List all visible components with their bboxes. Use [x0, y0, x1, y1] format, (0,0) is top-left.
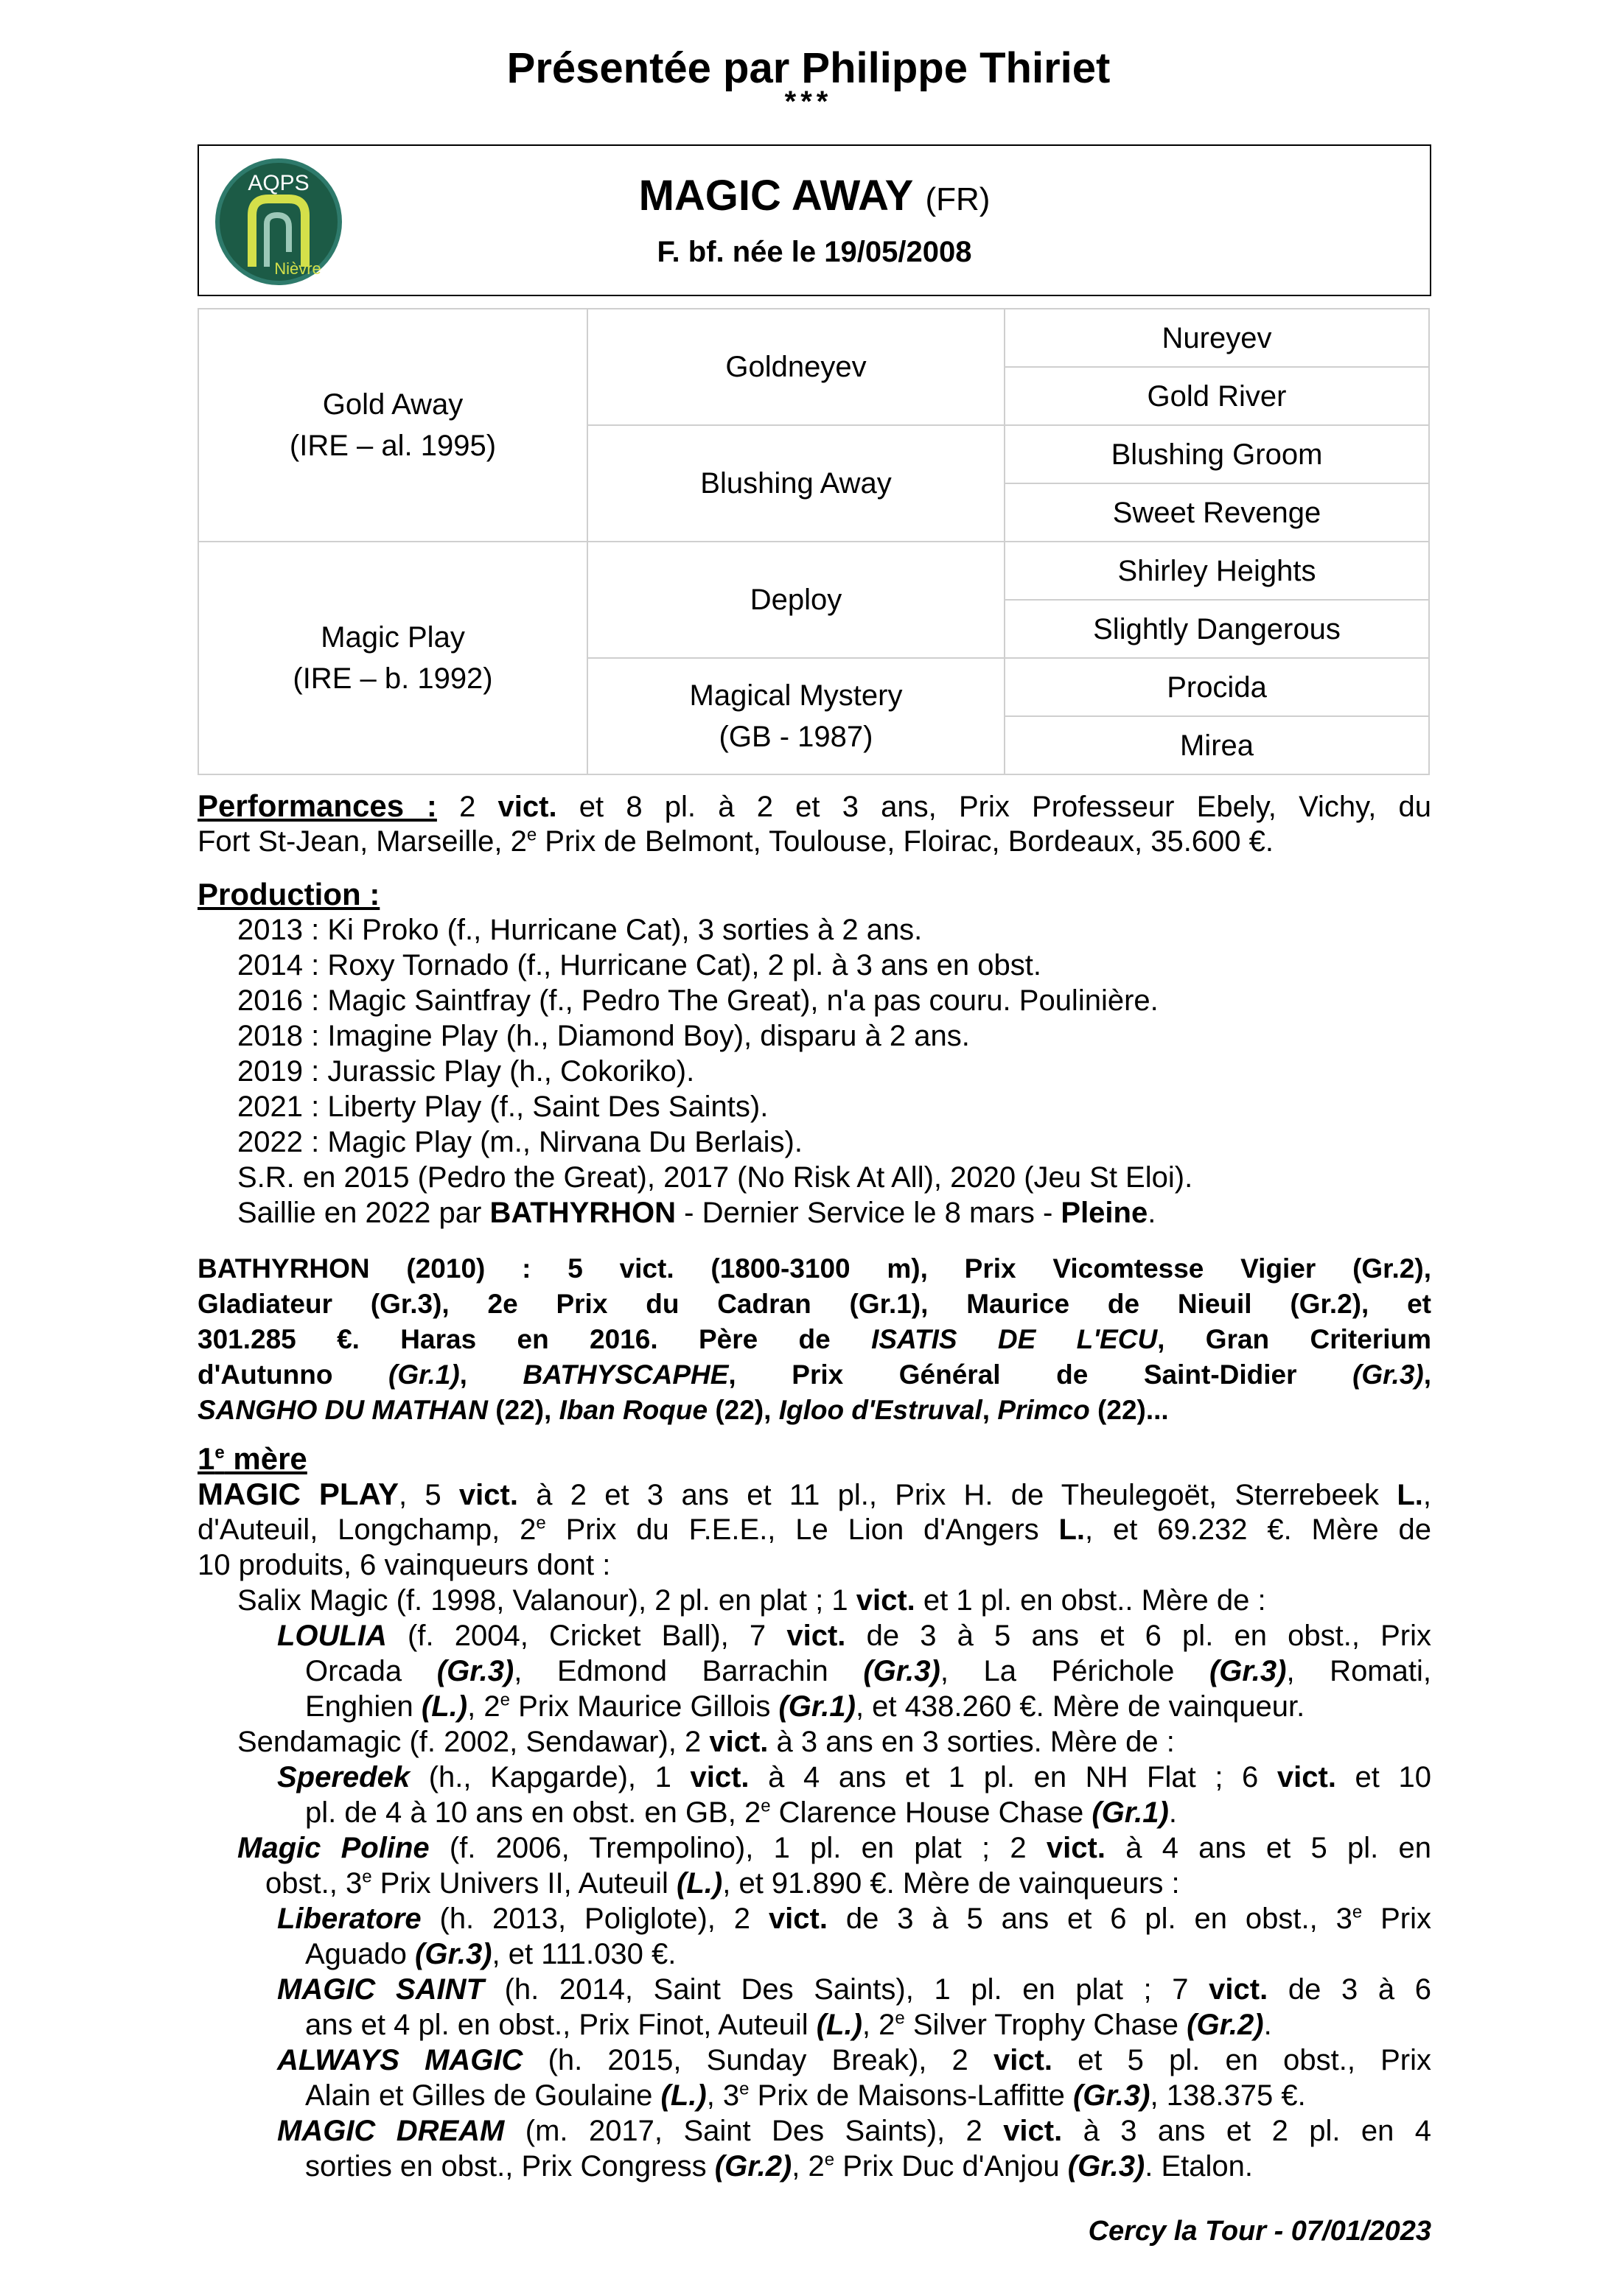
always-magic-line-2: Alain et Gilles de Goulaine (L.), 3e Prix de Maisons-Laffitte (Gr.3), 138.375 €. — [305, 2079, 1306, 2112]
pedigree-g3-2: Gold River — [1005, 367, 1429, 425]
magic-poline-line-2: obst., 3e Prix Univers II, Auteuil (L.), et 91.890 €. Mère de vainqueurs : — [265, 1866, 1180, 1900]
pedigree-sire-dam: Blushing Away — [587, 425, 1005, 542]
loulia-line-1: LOULIA (f. 2004, Cricket Ball), 7 vict. de 3 à 5 ans et 6 pl. en obst., Prix — [277, 1620, 1432, 1652]
loulia-line-3: Enghien (L.), 2e Prix Maurice Gillois (Gr.1), et 438.260 €. Mère de vainqueur. — [305, 1690, 1305, 1723]
always-magic-line-1: ALWAYS MAGIC (h. 2015, Sunday Break), 2 vict. et 5 pl. en obst., Prix — [277, 2044, 1432, 2076]
magic-dream-line-2: sorties en obst., Prix Congress (Gr.2), 2e Prix Duc d'Anjou (Gr.3). Etalon. — [305, 2149, 1254, 2183]
bathyrhon-paragraph: BATHYRHON (2010) : 5 vict. (1800-3100 m), Prix Vicomtesse Vigier (Gr.2), Gladiateur (Gr.3), 2e Prix du Cadran (Gr.1), Maurice de Nieuil (Gr.2), et 301.285 €. Haras en 2016. Père de ISATIS DE L'ECU, Gran Criterium d'Autunno (Gr.1), BATHYSCAPHE, Prix Général de Saint-Didier (Gr.3), SANGHO DU MATHAN (22), Iban Roque (22), Igloo d'Estruval, Primco (22)... — [198, 1253, 1431, 1425]
magic-dream-line-1: MAGIC DREAM (m. 2017, Saint Des Saints), 2 vict. à 3 ans et 2 pl. en 4 — [277, 2115, 1431, 2147]
pedigree-dam-dam: Magical Mystery (GB - 1987) — [587, 658, 1005, 774]
performances-label: Performances : — [198, 788, 437, 823]
speredek-line-1: Speredek (h., Kapgarde), 1 vict. à 4 ans et 1 pl. en NH Flat ; 6 vict. et 10 — [277, 1761, 1432, 1793]
horse-name: MAGIC AWAY — [638, 172, 914, 220]
mere-line-2: d'Auteuil, Longchamp, 2e Prix du F.E.E., Le Lion d'Angers L., et 69.232 €. Mère de — [198, 1513, 1431, 1546]
production-item: 2018 : Imagine Play (h., Diamond Boy), disparu à 2 ans. — [237, 1020, 970, 1052]
sendamagic-line: Sendamagic (f. 2002, Sendawar), 2 vict. à 3 ans en 3 sorties. Mère de : — [237, 1726, 1175, 1758]
pedigree-dam-sire: Deploy — [587, 542, 1005, 658]
horse-country: (FR) — [925, 181, 991, 217]
pedigree-g3-6: Slightly Dangerous — [1005, 600, 1429, 658]
production-item: 2022 : Magic Play (m., Nirvana Du Berlais). — [237, 1126, 803, 1158]
footer-place-date: Cercy la Tour - 07/01/2023 — [1088, 2216, 1431, 2247]
production-item: 2014 : Roxy Tornado (f., Hurricane Cat), 2 pl. à 3 ans en obst. — [237, 949, 1041, 981]
title-stars: *** — [784, 85, 833, 118]
mere-label: 1e mère — [198, 1441, 307, 1476]
liberatore-line-1: Liberatore (h. 2013, Poliglote), 2 vict. de 3 à 5 ans et 6 pl. en obst., 3e Prix — [277, 1902, 1432, 1935]
speredek-line-2: pl. de 4 à 10 ans en obst. en GB, 2e Clarence House Chase (Gr.1). — [305, 1796, 1177, 1829]
pedigree-g3-1: Nureyev — [1005, 309, 1429, 367]
magic-saint-line-2: ans et 4 pl. en obst., Prix Finot, Auteuil (L.), 2e Silver Trophy Chase (Gr.2). — [305, 2008, 1272, 2041]
logo-top-text: AQPS — [248, 171, 310, 195]
pedigree-g3-5: Shirley Heights — [1005, 542, 1429, 600]
production-label: Production : — [198, 877, 380, 911]
mere-line-3: 10 produits, 6 vainqueurs dont : — [198, 1549, 611, 1581]
production-item: 2019 : Jurassic Play (h., Cokoriko). — [237, 1055, 695, 1088]
magic-poline-line-1: Magic Poline (f. 2006, Trempolino), 1 pl. en plat ; 2 vict. à 4 ans et 5 pl. en — [237, 1832, 1432, 1864]
magic-saint-line-1: MAGIC SAINT (h. 2014, Saint Des Saints), 1 pl. en plat ; 7 vict. de 3 à 6 — [277, 1973, 1432, 2006]
production-saillie: Saillie en 2022 par BATHYRHON - Dernier Service le 8 mars - Pleine. — [237, 1197, 1156, 1229]
pedigree-g3-8: Mirea — [1005, 716, 1429, 774]
pedigree-sire: Gold Away (IRE – al. 1995) — [198, 309, 587, 542]
performances-line-1: Performances : 2 vict. et 8 pl. à 2 et 3 ans, Prix Professeur Ebely, Vichy, du — [198, 788, 1431, 823]
pedigree-dam: Magic Play (IRE – b. 1992) — [198, 542, 587, 774]
loulia-line-2: Orcada (Gr.3), Edmond Barrachin (Gr.3), La Périchole (Gr.3), Romati, — [305, 1655, 1431, 1687]
pedigree-sire-sire: Goldneyev — [587, 309, 1005, 425]
horse-description: F. bf. née le 19/05/2008 — [657, 236, 972, 268]
production-item: 2016 : Magic Saintfray (f., Pedro The Great), n'a pas couru. Poulinière. — [237, 984, 1159, 1017]
production-item: 2021 : Liberty Play (f., Saint Des Saints). — [237, 1091, 769, 1123]
production-item: S.R. en 2015 (Pedro the Great), 2017 (No Risk At All), 2020 (Jeu St Eloi). — [237, 1161, 1193, 1194]
pedigree-g3-7: Procida — [1005, 658, 1429, 716]
horse-name-line — [198, 171, 1431, 225]
pedigree-g3-3: Blushing Groom — [1005, 425, 1429, 483]
page-title: Présentée par Philippe Thiriet — [506, 44, 1111, 92]
pedigree-table — [198, 308, 1430, 775]
logo-bottom-text: Nièvre — [274, 259, 321, 278]
liberatore-line-2: Aguado (Gr.3), et 111.030 €. — [305, 1938, 677, 1970]
mere-line-1: MAGIC PLAY, 5 vict. à 2 et 3 ans et 11 pl., Prix H. de Theulegoët, Sterrebeek L., — [198, 1477, 1431, 1511]
salix-line: Salix Magic (f. 1998, Valanour), 2 pl. en plat ; 1 vict. et 1 pl. en obst.. Mère de : — [237, 1584, 1266, 1617]
production-item: 2013 : Ki Proko (f., Hurricane Cat), 3 sorties à 2 ans. — [237, 914, 923, 946]
performances-line-2: Fort St-Jean, Marseille, 2e Prix de Belmont, Toulouse, Floirac, Bordeaux, 35.600 €. — [198, 825, 1274, 858]
pedigree-g3-4: Sweet Revenge — [1005, 483, 1429, 542]
